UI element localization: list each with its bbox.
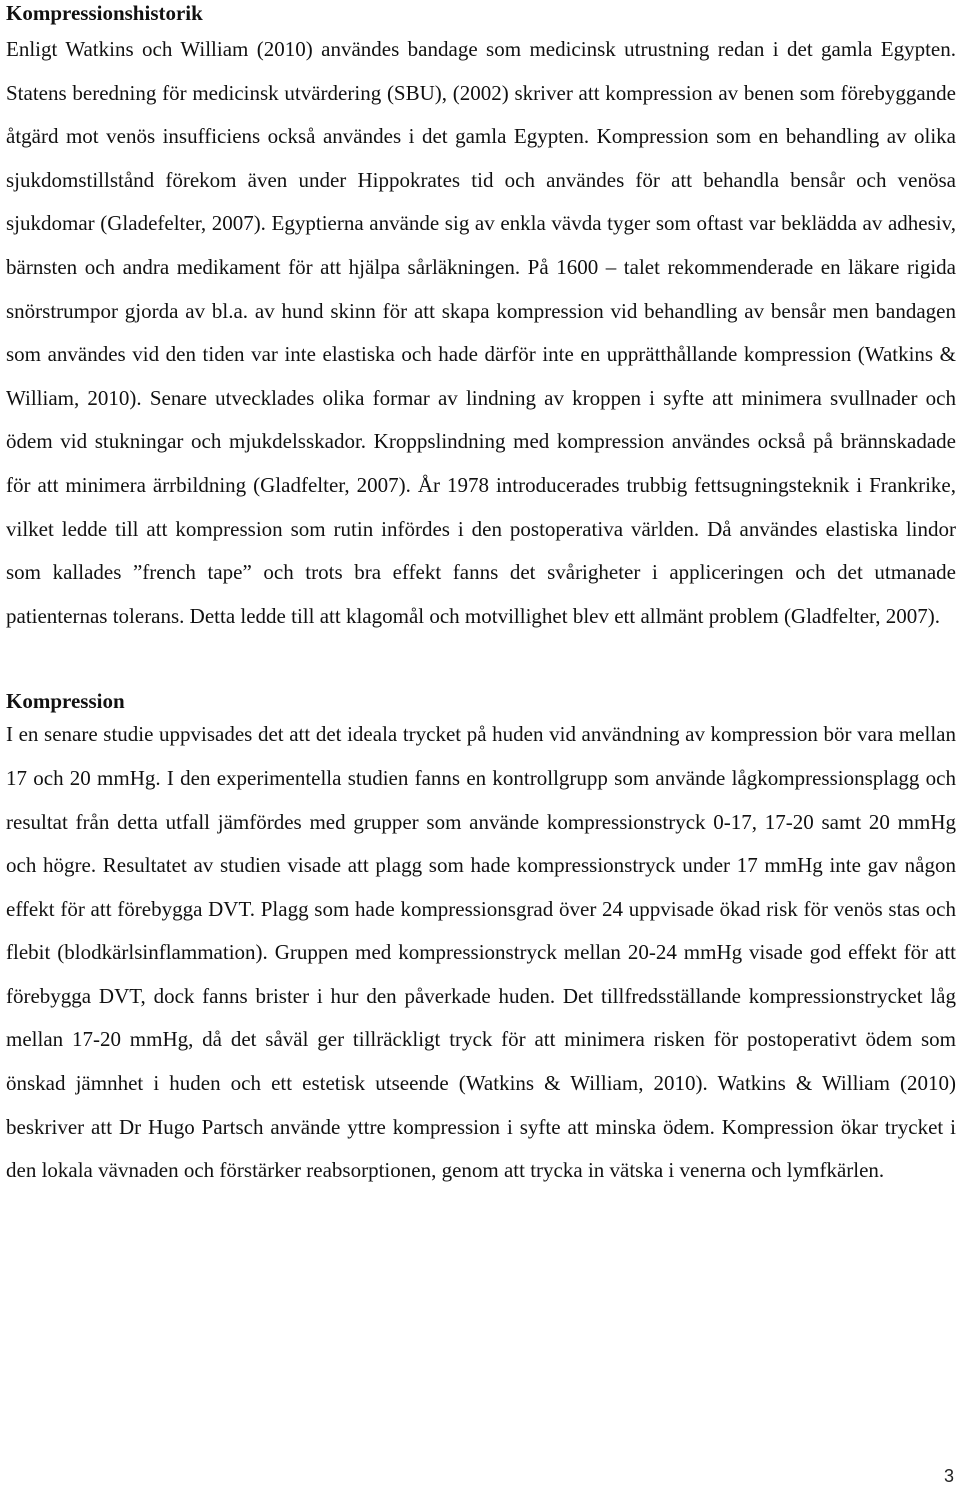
section-heading-kompression: Kompression — [6, 689, 125, 714]
page-number: 3 — [943, 1466, 954, 1486]
section-body-kompression: I en senare studie uppvisades det att det ideala trycket på huden vid användning av kompression bör vara mellan 17 och 20 mmHg. I den experimentella studien fanns en kontrollgrupp som använde lågkompressionsplagg och resultat från detta utfall jämfördes med grupper som använde kompressionstryck 0-17, 17-20 samt 20 mmHg och högre. Resultatet av studien visade att plagg som hade kompressionstryck under 17 mmHg inte gav någon effekt för att förebygga DVT. Plagg som hade kompressionsgrad över 24 uppvisade ökad risk för venös stas och flebit (blodkärlsinflammation). Gruppen med kompressionstryck mellan 20-24 mmHg visade god effekt för att förebygga DVT, dock fanns brister i hur den påverkade huden. Det tillfredsställande kompressionstrycket låg mellan 17-20 mmHg, då det såväl ger tillräckligt tryck för att minimera risken för postoperativt ödem som önskad jämnhet i huden och ett estetisk utseende (Watkins & William, 2010). Watkins & William (2010) beskriver att Dr Hugo Partsch använde yttre kompression i syfte att minska ödem. Kompression ökar trycket i den lokala vävnaden och förstärker reabsorptionen, genom att trycka in vätska i venerna och lymfkärlen. — [6, 722, 956, 1183]
section-body-kompressionshistorik: Enligt Watkins och William (2010) användes bandage som medicinsk utrustning redan i det gamla Egypten. Statens beredning för medicinsk utvärdering (SBU), (2002) skriver att kompression av benen som förebyggande åtgärd mot venös insufficiens också användes i det gamla Egypten. Kompression som en behandling av olika sjukdomstillstånd förekom även under Hippokrates tid och användes för att behandla bensår och venösa sjukdomar (Gladefelter, 2007). Egyptierna använde sig av enkla vävda tyger som oftast var beklädda av adhesiv, bärnsten och andra medikament för att hjälpa sårläkningen. På 1600 – talet rekommenderade en läkare rigida snörstrumpor gjorda av bl.a. av hund skinn för att skapa kompression vid behandling av bensår men bandagen som användes vid den tiden var inte elastiska och hade därför inte en upprätthållande kompression (Watkins & William, 2010). Senare utvecklades olika formar av lindning av kroppen i syfte att minimera svullnader och ödem vid stukningar och mjukdelsskador. Kroppslindning med kompression användes också på brännskadade för att minimera ärrbildning (Gladfelter, 2007). År 1978 introducerades trubbig fettsugningsteknik i Frankrike, vilket ledde till att kompression som rutin infördes i den postoperativa världen. Då användes elastiska lindor som kallades ”french tape” och trots bra effekt fanns det svårigheter i appliceringen och det utmanade patienternas tolerans. Detta ledde till att klagomål och motvillighet blev ett allmänt problem (Gladfelter, 2007). — [6, 37, 956, 628]
section-heading-kompressionshistorik: Kompressionshistorik — [6, 1, 203, 25]
document-page — [6, 0, 956, 1193]
